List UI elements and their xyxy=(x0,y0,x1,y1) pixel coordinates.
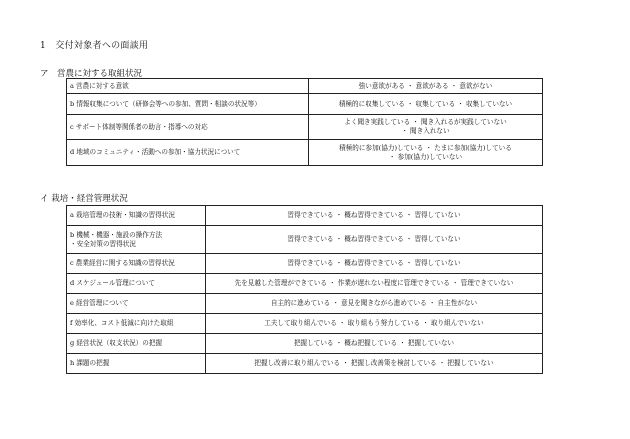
table-row xyxy=(67,334,543,354)
table-row xyxy=(67,274,543,294)
answer-cell: 把握している ・ 概ね把握している ・ 把握していない xyxy=(206,334,543,354)
answer-cell xyxy=(309,115,543,140)
question-cell: d スケジュール管理について xyxy=(67,274,206,294)
question-line-2: ・安全対策の習得状況 xyxy=(70,239,136,248)
section-b-table xyxy=(66,205,543,374)
table-row xyxy=(67,140,543,166)
table-row xyxy=(67,94,543,115)
table-row xyxy=(67,294,543,314)
table-row xyxy=(67,79,543,94)
answer-cell: 自主的に進めている ・ 意見を聞きながら進めている ・ 自主性がない xyxy=(206,294,543,314)
answer-cell: 習得できている ・ 概ね習得できている ・ 習得していない xyxy=(206,206,543,226)
table-row xyxy=(67,226,543,254)
answer-cell: 先を見越した管理ができている ・ 作業が遅れない程度に管理できている ・ 管理できていない xyxy=(206,274,543,294)
answer-cell: 積極的に収集している ・ 収集している ・ 収集していない xyxy=(309,94,543,115)
section-a-title: ア 営農に対する取組状況 xyxy=(40,69,143,79)
question-line-1: b 機械・機器・施設の操作方法 xyxy=(70,230,163,239)
question-cell xyxy=(67,226,206,254)
answer-line-2: ・ 参加(協力)していない xyxy=(388,152,463,161)
table-row xyxy=(67,254,543,274)
question-cell: c サポート体制等関係者の助言・指導への対応 xyxy=(67,115,309,140)
table-row xyxy=(67,206,543,226)
answer-cell: 習得できている ・ 概ね習得できている ・ 習得していない xyxy=(206,254,543,274)
question-cell: b 情報収集について（研修会等への参加、質問・相談の状況等） xyxy=(67,94,309,115)
question-cell: a 営農に対する意欲 xyxy=(67,79,309,94)
question-cell: h 課題の把握 xyxy=(67,354,206,374)
answer-cell: 習得できている ・ 概ね習得できている ・ 習得していない xyxy=(206,226,543,254)
answer-cell: 工夫して取り組んでいる ・ 取り組もう努力している ・ 取り組んでいない xyxy=(206,314,543,334)
answer-line-1: よく聞き実践している ・ 聞き入れるが実践していない xyxy=(344,118,507,126)
question-cell: a 栽培管理の技術・知識の習得状況 xyxy=(67,206,206,226)
table-row xyxy=(67,354,543,374)
question-cell: c 農業経営に関する知識の習得状況 xyxy=(67,254,206,274)
question-cell: f 効率化、コスト低減に向けた取組 xyxy=(67,314,206,334)
question-cell: g 経営状況（収支状況）の把握 xyxy=(67,334,206,354)
question-cell: d 地域のコミュニティ・活動への参加・協力状況について xyxy=(67,140,309,166)
question-cell: e 経営管理について xyxy=(67,294,206,314)
answer-line-2: ・ 聞き入れない xyxy=(401,127,450,135)
answer-line-1: 積極的に参加(協力)している ・ たまに参加(協力)している xyxy=(339,143,512,152)
table-row xyxy=(67,314,543,334)
answer-cell: 強い意欲がある ・ 意欲がある ・ 意欲がない xyxy=(309,79,543,94)
answer-cell: 把握し改善に取り組んでいる ・ 把握し改善策を検討している ・ 把握していない xyxy=(206,354,543,374)
document-heading: 1 交付対象者への面談用 xyxy=(40,41,149,51)
section-b-title: イ 栽培・経営管理状況 xyxy=(40,194,128,204)
answer-cell xyxy=(309,140,543,166)
section-a-table xyxy=(66,78,543,166)
table-row xyxy=(67,115,543,140)
